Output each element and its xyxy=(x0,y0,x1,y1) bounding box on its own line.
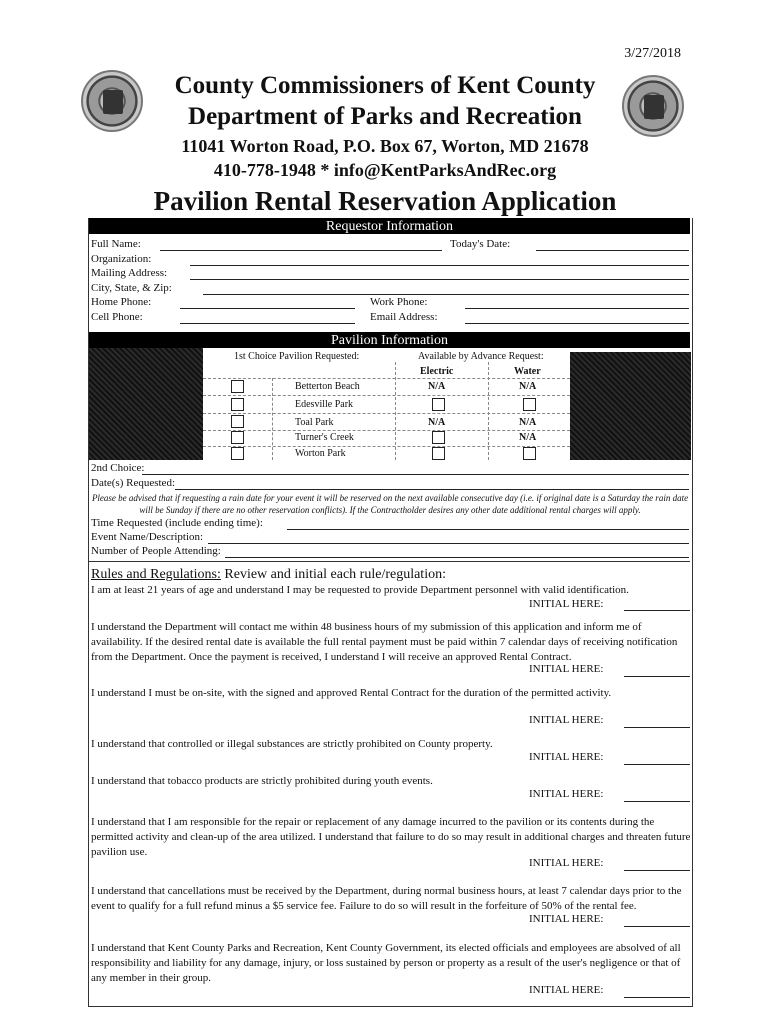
turners-creek-checkbox[interactable] xyxy=(231,431,244,444)
betterton-water: N/A xyxy=(519,381,537,392)
cell-phone-label: Cell Phone: xyxy=(91,311,143,323)
rain-date-note: Please be advised that if requesting a rain date for your event it will be reserved on the next available consecutive day (i.e. if original date is a Saturday the rain date will be Sunday if there are no other reservation conflicts). If the Contractholder desires any other date additional rental charges will apply. xyxy=(91,493,689,515)
park-name: Turner's Creek xyxy=(295,432,354,443)
electric-header: Electric xyxy=(420,366,454,377)
rule-4-initial-field[interactable] xyxy=(624,764,690,765)
todays-date-label: Today's Date: xyxy=(450,238,511,250)
initial-label: INITIAL HERE: xyxy=(529,714,604,726)
initial-label: INITIAL HERE: xyxy=(529,857,604,869)
edesville-water-checkbox[interactable] xyxy=(523,398,536,411)
col-divider xyxy=(488,362,489,460)
second-choice-label: 2nd Choice: xyxy=(91,462,145,474)
home-phone-label: Home Phone: xyxy=(91,296,152,308)
park-name: Worton Park xyxy=(295,448,346,459)
turners-electric-checkbox[interactable] xyxy=(432,431,445,444)
full-name-field[interactable] xyxy=(160,250,442,251)
row-divider xyxy=(203,430,570,431)
event-name-label: Event Name/Description: xyxy=(91,531,204,543)
rule-2: I understand the Department will contact me within 48 business hours of my submission of this application and inform me of availability. If the desired rental date is available the full rental payment must be paid within 7 calendar days of receiving notification from the Department. Once the payment is received, I understand I will receive an approved Rental Contract. xyxy=(91,621,678,663)
rule-8: I understand that Kent County Parks and Recreation, Kent County Government, its elected officials and employees are absolved of all responsibility and liability for any damage, injury, or loss sustained by person or property as a result of the user's negligence or that of any member in their group. xyxy=(91,942,681,984)
city-state-zip-label: City, State, & Zip: xyxy=(91,282,172,294)
pavilion-shade-right xyxy=(570,352,691,460)
mailing-address-field[interactable] xyxy=(190,279,689,280)
initial-label: INITIAL HERE: xyxy=(529,598,604,610)
col-divider xyxy=(395,362,396,460)
time-requested-label: Time Requested (include ending time): xyxy=(91,517,263,529)
mailing-address-label: Mailing Address: xyxy=(91,267,168,279)
page-title: Pavilion Rental Reservation Application xyxy=(153,186,617,216)
rule-2-initial-field[interactable] xyxy=(624,676,690,677)
col-divider xyxy=(272,378,273,460)
row-divider xyxy=(203,395,570,396)
event-name-field[interactable] xyxy=(208,543,689,544)
rule-6: I understand that I am responsible for the repair or replacement of any damage incurred to the pavilion or its contents during the permitted activity and clean-up of the area utilized. I understand that failure to do so may result in additional charges and threaten future pavilion use. xyxy=(91,816,691,858)
rule-5-initial-field[interactable] xyxy=(624,801,690,802)
rules-heading: Rules and Regulations: Review and initial each rule/regulation: xyxy=(91,567,446,582)
worton-electric-checkbox[interactable] xyxy=(432,447,445,460)
worton-water-checkbox[interactable] xyxy=(523,447,536,460)
people-attending-label: Number of People Attending: xyxy=(91,545,221,557)
home-phone-field[interactable] xyxy=(180,308,355,309)
pavilion-shade-left xyxy=(89,348,203,460)
row-divider xyxy=(203,378,570,379)
email-label: Email Address: xyxy=(370,311,438,323)
header-department: Department of Parks and Recreation xyxy=(188,103,582,130)
initial-label: INITIAL HERE: xyxy=(529,913,604,925)
toal-electric: N/A xyxy=(428,417,446,428)
betterton-electric: N/A xyxy=(428,381,446,392)
header-county: County Commissioners of Kent County xyxy=(174,72,596,99)
rule-7: I understand that cancellations must be received by the Department, during normal business hours, at least 7 calendar days prior to the event to qualify for a full refund minus a $5 service fee. Failure to do so will result in the forfeiture of 50% of the rental fee. xyxy=(91,885,682,912)
worton-park-checkbox[interactable] xyxy=(231,447,244,460)
toal-water: N/A xyxy=(519,417,537,428)
todays-date-field[interactable] xyxy=(536,250,689,251)
header-address: 11041 Worton Road, P.O. Box 67, Worton, MD 21678 xyxy=(181,136,589,156)
rule-5: I understand that tobacco products are strictly prohibited during youth events. xyxy=(91,775,433,787)
dates-requested-label: Date(s) Requested: xyxy=(91,477,175,489)
initial-label: INITIAL HERE: xyxy=(529,788,604,800)
time-requested-field[interactable] xyxy=(287,529,689,530)
rule-3: I understand I must be on-site, with the signed and approved Rental Contract for the duration of the permitted activity. xyxy=(91,687,612,699)
people-attending-field[interactable] xyxy=(225,557,689,558)
advance-request-label: Available by Advance Request: xyxy=(418,351,544,362)
park-name: Toal Park xyxy=(295,417,334,428)
full-name-label: Full Name: xyxy=(91,238,141,250)
rule-3-initial-field[interactable] xyxy=(624,727,690,728)
edesville-electric-checkbox[interactable] xyxy=(432,398,445,411)
turners-water: N/A xyxy=(519,432,537,443)
row-divider xyxy=(203,446,570,447)
first-choice-label: 1st Choice Pavilion Requested: xyxy=(234,351,360,362)
betterton-beach-checkbox[interactable] xyxy=(231,380,244,393)
rule-6-initial-field[interactable] xyxy=(624,870,690,871)
second-choice-field[interactable] xyxy=(142,474,689,475)
rule-1: I am at least 21 years of age and understand I may be requested to provide Department personnel with valid identification. xyxy=(91,584,629,596)
cell-phone-field[interactable] xyxy=(180,323,355,324)
edesville-park-checkbox[interactable] xyxy=(231,398,244,411)
city-state-zip-field[interactable] xyxy=(203,294,689,295)
initial-label: INITIAL HERE: xyxy=(529,751,604,763)
water-header: Water xyxy=(514,366,541,377)
header-contact: 410-778-1948 * info@KentParksAndRec.org xyxy=(213,160,557,180)
toal-park-checkbox[interactable] xyxy=(231,415,244,428)
dates-requested-field[interactable] xyxy=(175,489,689,490)
section-divider xyxy=(89,561,690,562)
requestor-section-header: Requestor Information xyxy=(89,218,690,234)
rule-8-initial-field[interactable] xyxy=(624,997,690,998)
organization-label: Organization: xyxy=(91,253,152,265)
park-name: Betterton Beach xyxy=(295,381,360,392)
row-divider xyxy=(203,413,570,414)
rule-7-initial-field[interactable] xyxy=(624,926,690,927)
organization-field[interactable] xyxy=(190,265,689,266)
work-phone-field[interactable] xyxy=(465,308,689,309)
park-name: Edesville Park xyxy=(295,399,354,410)
initial-label: INITIAL HERE: xyxy=(529,663,604,675)
work-phone-label: Work Phone: xyxy=(370,296,428,308)
initial-label: INITIAL HERE: xyxy=(529,984,604,996)
form-date: 3/27/2018 xyxy=(624,46,681,61)
pavilion-section-header: Pavilion Information xyxy=(89,332,690,348)
email-field[interactable] xyxy=(465,323,689,324)
rule-1-initial-field[interactable] xyxy=(624,610,690,611)
rule-4: I understand that controlled or illegal substances are strictly prohibited on County property. xyxy=(91,738,493,750)
